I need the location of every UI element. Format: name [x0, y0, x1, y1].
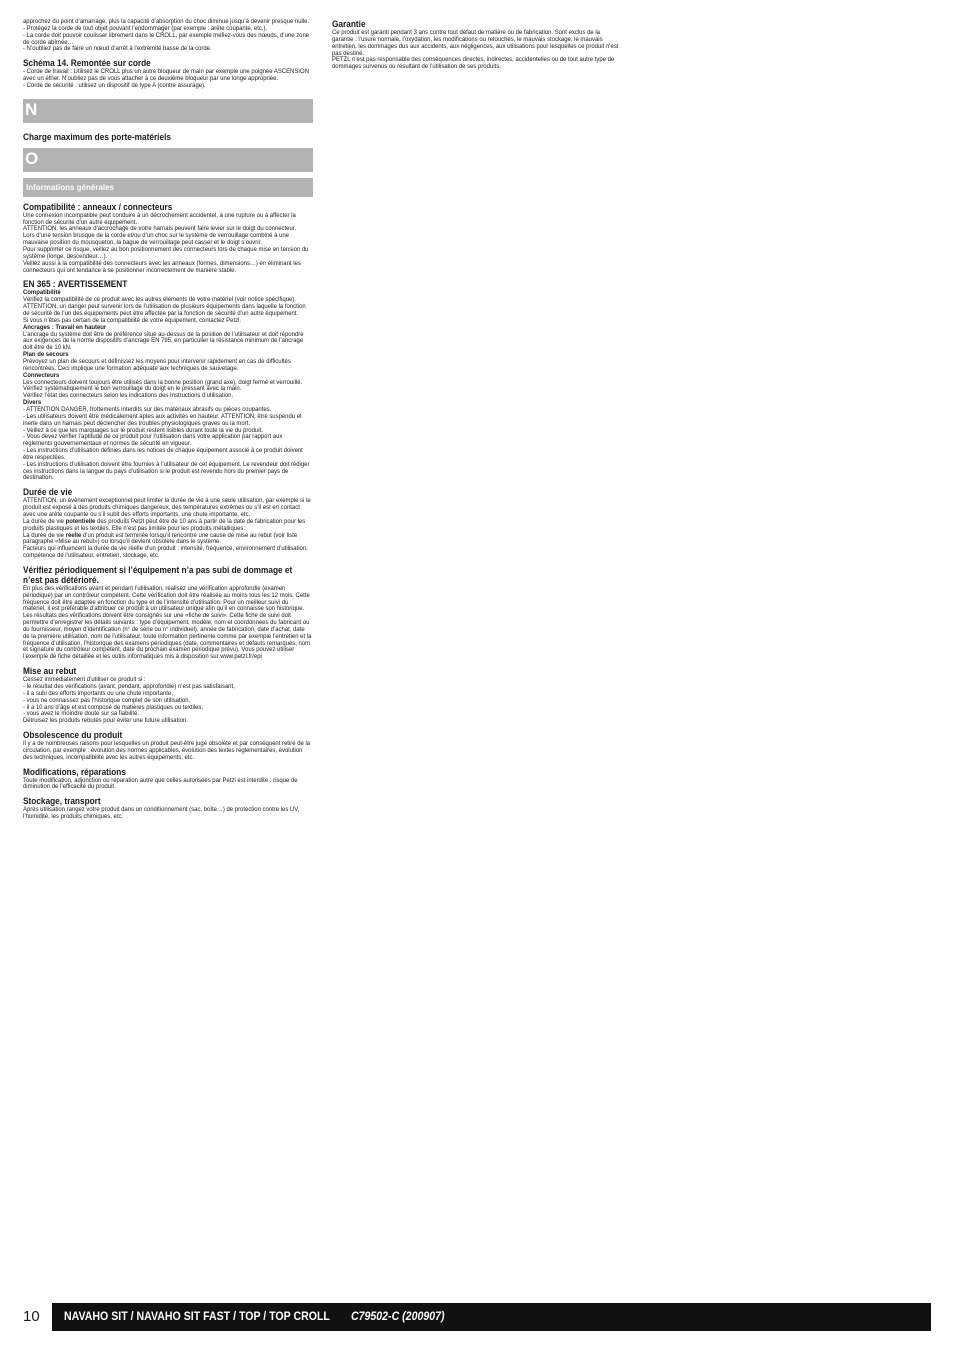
duree-text-part2: des produits Petzl peut être de 10 ans à partir de la date de fabrication pour les produits plastiques et les textiles. Elle n’est pas limitée pour les produits métalliques. La durée de vie: [23, 517, 306, 539]
info-generales-bar: [23, 178, 313, 197]
modifications-text: Toute modification, adjonction ou réparation autre que celles autorisées par Petzl est interdite : risque de diminution de l’efficacité du produit.: [23, 776, 300, 791]
duree-text-part1: ATTENTION, un évènement exceptionnel peut limiter la durée de vie à une seule utilisation, par exemple si le produit est exposé à des produits chimiques dangereux, des températures extrêmes ou s’il est en contact avec une arête coupante ou s’il subit des efforts importants, une chute importante, etc. La durée de vie: [23, 497, 311, 525]
left-column: [23, 19, 313, 821]
obsolescence-text: Il y a de nombreuses raisons pour lesquelles un produit peut-être jugé obsolète et par conséquent retiré de la circulation, par exemple : évolution des normes applicables, évolution des textes réglementaires, évolution des techniques, incompatibilité avec les autres équipements, etc.: [23, 740, 312, 761]
verif-text: En plus des vérifications avant et pendant l’utilisation, réalisez une vérification approfondie (examen périodique) par un contrôleur compétent. Cette vérification doit être réalisée au moins tous les 12 mois. Cette fréquence doit être adaptée en fonction du type et de l’intensité d’utilisation. Pour un meilleur suivi du matériel, il est préférable d’attribuer ce produit à un utilisateur unique afin qu’il en connaisse son historique. Les résultats des vérifications doivent être consignés sur une «fiche de suivi». Cette fiche de suivi doit permettre d’enregistrer les détails suivants : type d’équipement, modèle, nom et coordonnées du fabricant ou du fournisseur, moyen d’identification (n° de série ou n° individuel), année de fabrication, date d’achat, date de la première utilisation, nom de l’utilisateur, toute information pertinente comme par exemple l’entretien et la fréquence d’utilisation, l’historique des examens périodiques (date, commentaires et défauts remarqués, nom et signature du contrôleur compétent, date du prochain examen périodique prévu). Vous pouvez utiliser l’exemple de fiche détaillée et les outils informatiques mis à disposition sur www.petzl.fr/epi: [23, 584, 314, 661]
info-generales-label: Informations générales: [26, 182, 115, 192]
duree-text-part3: d’un produit est terminée lorsqu’il rencontre une cause de mise au rebut (voir liste paragraphe «Mise au rebut») ou lorsqu’il devient obsolète dans le système. Facteurs qui influencent la durée de vie réelle d’un produit : intensité, fréquence, environnement d’utilisation, compétence de l’utilisateur, entretien, stockage, etc.: [23, 531, 308, 560]
section-o-bar: [23, 148, 313, 172]
connecteurs-subheading: Connecteurs: [23, 371, 60, 379]
rebut-heading: Mise au rebut: [23, 666, 77, 677]
en365-compat-text: Vérifiez la compatibilité de ce produit avec les autres éléments de votre matériel (voir notice spécifique). ATTENTION, un danger peut survenir lors de l’utilisation de plusieurs équipements dans laquelle la fonction de sécurité de l’un des équipements peut être affectée par la fonction de sécurité d’un autre équipement. Si vous n’êtes pas certain de la compatibilité de votre équipement, contactez Petzl.: [23, 296, 306, 324]
compat-text: Une connexion incompatible peut conduire à un décrochement accidentel, à une rupture ou à affecter la fonction de sécurité d’un autre équipement. ATTENTION, les anneaux d’accrochage de votre harnais peuvent faire levier sur le doigt du connecteur. Lors d’une tension brusque de la corde et/ou d’un choc sur le système de verrouillage combiné à une mauvaise position du mousqueton, la bague de verrouillage peut casser et le doigt s’ouvrir. Pour supprimer ce risque, veillez au bon positionnement des connecteurs lors de chaque mise en tension du système (longe, descendeur…). Veillez aussi à la compatibilité des connecteurs avec les anneaux (formes, dimensions…) en éliminant les connecteurs qui ont tendance à se positionner incorrectement de manière stable.: [23, 211, 309, 274]
modifications-heading: Modifications, réparations: [23, 766, 126, 777]
intro-paragraph: approchez du point d’amarrage, plus la capacité d’absorption du choc diminue jusqu’à devenir presque nulle. - Protégez la corde de tout objet pouvant l’endommager (par exemple : arête coupante, etc.). - La corde doit pouvoir coulisser librement dans le CROLL, par exemple méfiez-vous des nœuds, d’une zone de corde abîmée… - N’oubliez pas de faire un nœud d’arrêt à l’extrémité basse de la corde.: [23, 18, 310, 53]
obsolescence-heading: Obsolescence du produit: [23, 730, 123, 741]
footer-document-code: C79502-C (200907): [351, 1311, 445, 1323]
stockage-heading: Stockage, transport: [23, 796, 101, 807]
charge-heading: Charge maximum des porte-matériels: [23, 131, 171, 142]
right-column: [332, 19, 622, 71]
section-o-letter: O: [25, 148, 39, 168]
divers-subheading: Divers: [23, 399, 42, 407]
footer-bar: [52, 1303, 931, 1331]
plan-subheading: Plan de secours: [23, 351, 69, 359]
stockage-text: Après utilisation rangez votre produit dans un conditionnement (sac, boîte…) de protection contre les UV, l’humidité, les produits chimiques, etc.: [23, 806, 301, 821]
connecteurs-text: Les connecteurs doivent toujours être utilisés dans la bonne position (grand axe), doigt fermé et verrouillé. Vérifiez systématiquement le bon verrouillage du doigt en le pressant avec la main. Vérifiez l’état des connecteurs selon les indications des Instructions d’utilisation.: [23, 378, 303, 400]
plan-text: Prévoyez un plan de secours et définissez les moyens pour intervenir rapidement en cas de difficultés rencontrées. Ceci implique une formation adéquate aux techniques de sauvetage.: [23, 357, 293, 372]
schema14-heading: Schéma 14. Remontée sur corde: [23, 58, 151, 69]
page-number: 10: [23, 1308, 40, 1325]
ancrages-subheading: Ancrages : Travail en hauteur: [23, 323, 107, 331]
section-n-bar: [23, 99, 313, 123]
duree-bold-potentielle: potentielle: [65, 517, 96, 525]
schema14-text: - Corde de travail : Utilisez le CROLL plus un autre bloqueur de main par exemple une poignée ASCENSION avec un étrier. N’oubliez pas de vous attacher à ce deuxième bloqueur par une longe appropriée. - Corde de sécurité : utilisez un dispositif de type A (contre assurage).: [23, 68, 309, 89]
duree-bold-reelle: réelle: [65, 531, 82, 539]
garantie-heading: Garantie: [332, 19, 366, 29]
page-footer: [0, 1303, 954, 1331]
en365-compat-subheading: Compatibilité: [23, 289, 61, 297]
rebut-text: Cessez immédiatement d’utiliser ce produit si : - le résultat des vérifications (avant, pendant, approfondie) n’est pas satisfaisant, - il a subi des efforts importants ou une chute importante, - vous ne connaissez pas l’historique complet de son utilisation, - il a 10 ans d’âge et est composé de matières plastiques ou textiles, - vous avez le moindre doute sur sa fiabilité. Détruisez les produits rebutés pour éviter une future utilisation.: [23, 676, 235, 725]
duree-text: [23, 498, 312, 560]
footer-product-title: NAVAHO SIT / NAVAHO SIT FAST / TOP / TOP CROLL: [64, 1311, 330, 1323]
duree-heading: Durée de vie: [23, 487, 73, 498]
divers-text: - ATTENTION DANGER, frottements interdits sur des matériaux abrasifs ou pièces coupantes. - Les utilisateurs doivent être médicalement aptes aux activités en hauteur. ATTENTION, être suspendu et inerte dans un harnais peut déclencher des troubles physiologiques graves ou la mort. - Veillez à ce que les marquages sur le produit restent lisibles durant toute la vie du produit. - Vous devez vérifier l’aptitude de ce produit pour l’utilisation dans votre application par rapport aux règlements gouvernementaux et normes de sécurité en vigueur. - Les instructions d’utilisation définies dans les notices de chaque équipement associé à ce produit doivent être respectées. - Les instructions d’utilisation doivent être fournies à l’utilisateur de cet équipement. Le revendeur doit rédiger ces instructions dans la langue du pays d’utilisation si le produit est revendu hors du premier pays de destination.: [23, 406, 310, 482]
ancrages-text: L’ancrage du système doit être de préférence situé au-dessus de la position de l’utilisateur et doit répondre aux exigences de la norme dispositifs d’ancrage EN 795, en particulier la résistance minimum de l’ancrage doit être de 10 kN.: [23, 330, 306, 352]
en365-heading: EN 365 : AVERTISSEMENT: [23, 279, 128, 290]
verif-heading: Vérifiez périodiquement si l’équipement n’a pas subi de dommage et n’est pas détérioré.: [23, 564, 293, 585]
section-n-letter: N: [25, 99, 38, 119]
garantie-text: Ce produit est garanti pendant 3 ans contre tout défaut de matière ou de fabrication. Sont exclus de la garantie : l’usure normale, l’oxydation, les modifications ou retouches, le mauvais stockage, le mauvais entretien, les dommages dus aux accidents, aux négligences, aux utilisations pour lesquelles ce produit n’est pas destiné. PETZL n’est pas responsable des conséquences directes, indirectes, accidentelles ou de tout autre type de dommages survenus ou résultant de l’utilisation de ses produits.: [332, 29, 619, 71]
compat-heading: Compatibilité : anneaux / connecteurs: [23, 201, 173, 212]
